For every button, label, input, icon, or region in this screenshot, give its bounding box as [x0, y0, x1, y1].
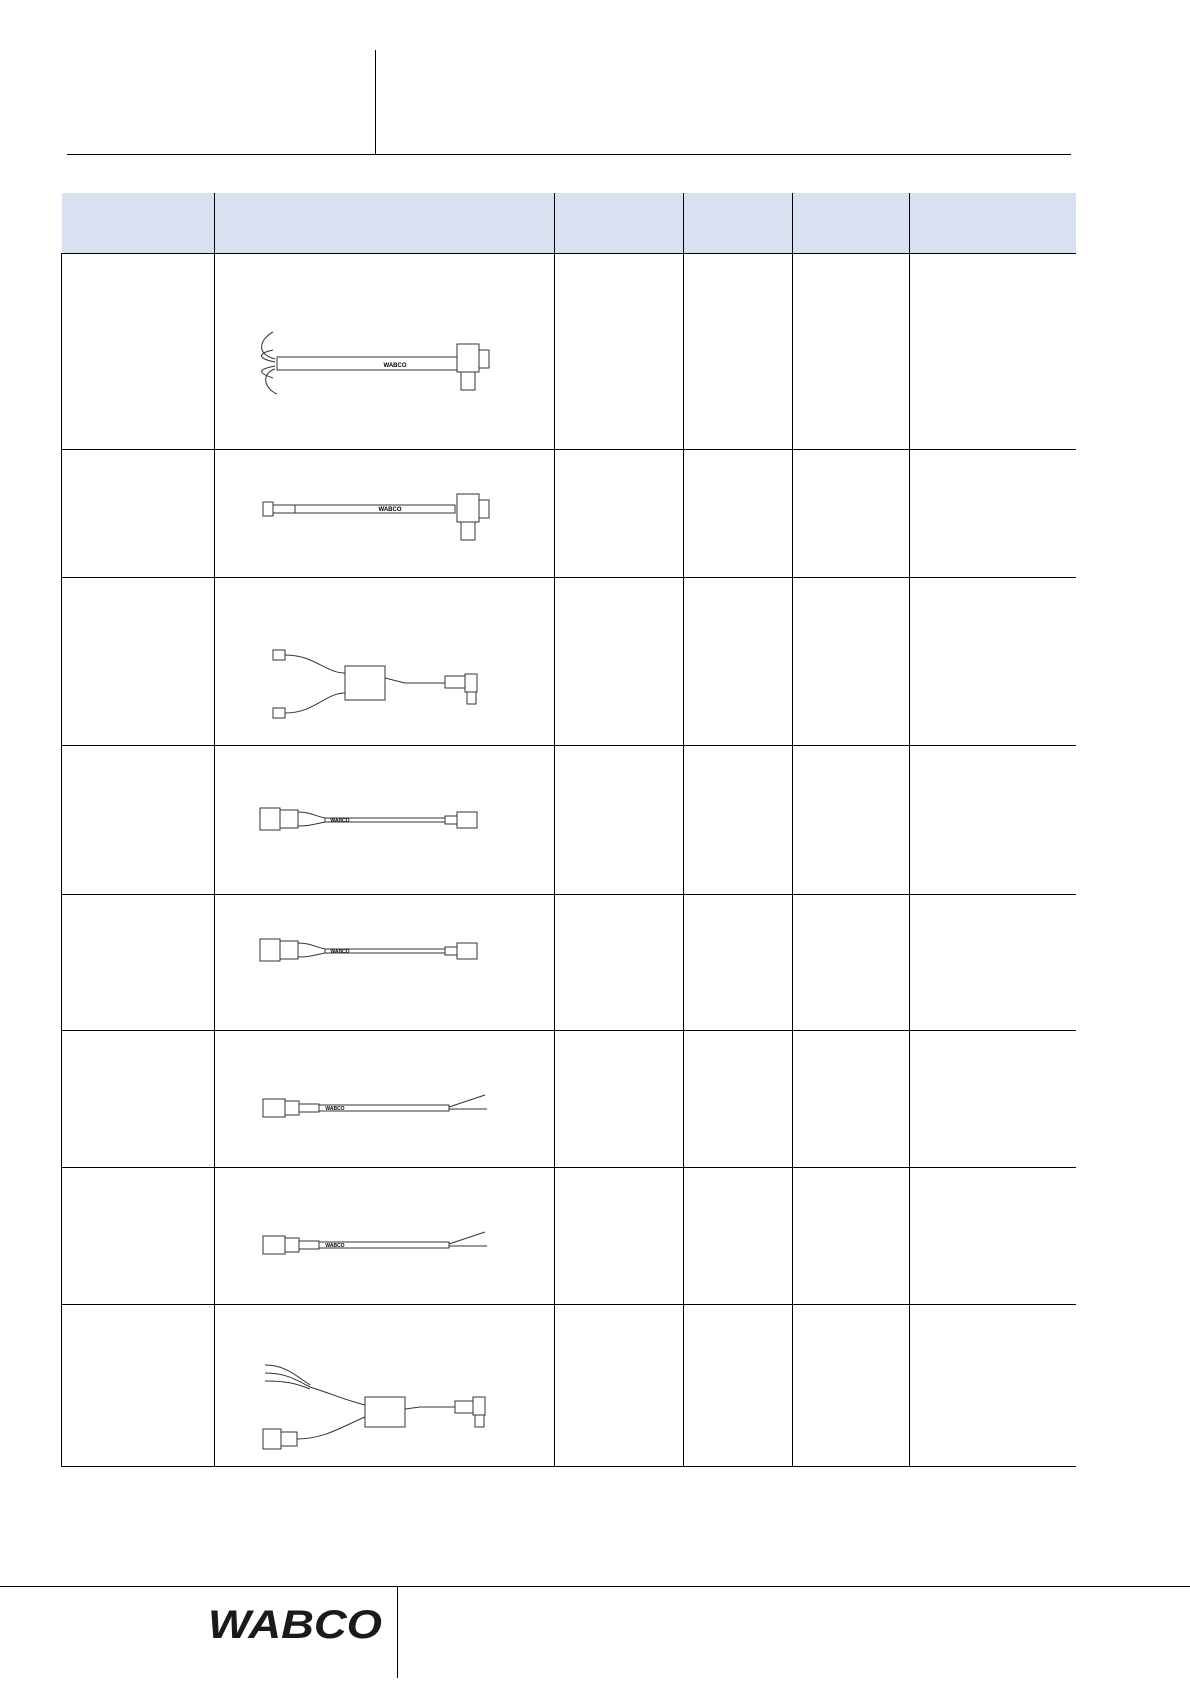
header-divider: [375, 50, 376, 154]
row-id-cell: [62, 1031, 215, 1168]
row-col5-cell: [793, 1305, 910, 1467]
column-header-2: [215, 193, 555, 254]
row-col3-cell: [555, 1031, 684, 1168]
row-id-cell: [62, 450, 215, 578]
column-header-3: [555, 193, 684, 254]
row-col3-cell: [555, 450, 684, 578]
row-col3-cell: [555, 1168, 684, 1305]
wabco-logo: [208, 1604, 382, 1644]
table-row: [62, 254, 1076, 450]
row-col5-cell: [793, 895, 910, 1031]
header-rule: [67, 154, 1071, 155]
column-header-5: [793, 193, 910, 254]
row-col6-cell: [910, 254, 1076, 450]
footer-rule: [0, 1586, 1190, 1587]
row-id-cell: [62, 895, 215, 1031]
row-id-cell: [62, 1305, 215, 1467]
cable-open-ends-to-angled-connector-drawing: [215, 254, 555, 449]
cable-drawing-cell: [215, 746, 555, 895]
wabco-mark: WABCO: [330, 818, 350, 824]
row-col4-cell: [684, 1168, 793, 1305]
row-col6-cell: [910, 578, 1076, 746]
cable-connector-to-open-ends-drawing: [215, 1168, 555, 1304]
wabco-logo-text: WABCO: [208, 1604, 382, 1644]
row-col4-cell: [684, 450, 793, 578]
row-col3-cell: [555, 895, 684, 1031]
cable-bayonet-to-plug-drawing: [215, 746, 555, 894]
row-col4-cell: [684, 254, 793, 450]
row-col3-cell: [555, 578, 684, 746]
cable-connector-to-open-ends-drawing: [215, 1031, 555, 1167]
wabco-mark: WABCO: [325, 1243, 345, 1249]
row-col4-cell: [684, 578, 793, 746]
row-col5-cell: [793, 746, 910, 895]
row-id-cell: [62, 746, 215, 895]
row-col5-cell: [793, 1168, 910, 1305]
row-col5-cell: [793, 254, 910, 450]
cable-drawing-cell: [215, 254, 555, 450]
row-id-cell: [62, 578, 215, 746]
row-col4-cell: [684, 1031, 793, 1168]
y-cable-two-plugs-to-angled-connector-drawing: [215, 578, 555, 745]
row-col5-cell: [793, 450, 910, 578]
footer-divider: [397, 1586, 398, 1678]
cable-drawing-cell: [215, 1168, 555, 1305]
row-col3-cell: [555, 746, 684, 895]
header-right: [390, 60, 1070, 140]
row-col4-cell: [684, 746, 793, 895]
row-id-cell: [62, 254, 215, 450]
cable-table: [61, 193, 1075, 1467]
row-col6-cell: [910, 1031, 1076, 1168]
cable-drawing-cell: [215, 1305, 555, 1467]
row-col3-cell: [555, 1305, 684, 1467]
cable-drawing-cell: [215, 450, 555, 578]
cable-drawing-cell: [215, 1031, 555, 1168]
row-id-cell: [62, 1168, 215, 1305]
cable-bayonet-to-plug-drawing: [215, 895, 555, 1030]
column-header-4: [684, 193, 793, 254]
row-col3-cell: [555, 254, 684, 450]
row-col6-cell: [910, 746, 1076, 895]
row-col5-cell: [793, 578, 910, 746]
row-col5-cell: [793, 1031, 910, 1168]
row-col6-cell: [910, 450, 1076, 578]
cable-straight-plug-to-angled-connector-drawing: [215, 450, 555, 577]
table-row: [62, 895, 1076, 1031]
table-row: [62, 578, 1076, 746]
wabco-mark: WABCO: [325, 1106, 345, 1112]
table-row: [62, 746, 1076, 895]
row-col6-cell: [910, 1168, 1076, 1305]
y-cable-open-ends-and-bayonet-to-angled-connector-drawing: [215, 1305, 555, 1466]
column-header-1: [62, 193, 215, 254]
table-row: [62, 1168, 1076, 1305]
table-header-row: [62, 193, 1076, 254]
wabco-mark: WABCO: [330, 949, 350, 955]
cable-drawing-cell: [215, 578, 555, 746]
row-col6-cell: [910, 1305, 1076, 1467]
table-row: [62, 1031, 1076, 1168]
footer-right: [410, 1600, 1060, 1660]
table-row: [62, 1305, 1076, 1467]
wabco-mark: WABCO: [378, 507, 402, 513]
row-col4-cell: [684, 895, 793, 1031]
table-row: [62, 450, 1076, 578]
wabco-mark: WABCO: [383, 363, 407, 369]
row-col6-cell: [910, 895, 1076, 1031]
cable-drawing-cell: [215, 895, 555, 1031]
header-left: [67, 60, 367, 140]
row-col4-cell: [684, 1305, 793, 1467]
column-header-6: [910, 193, 1076, 254]
